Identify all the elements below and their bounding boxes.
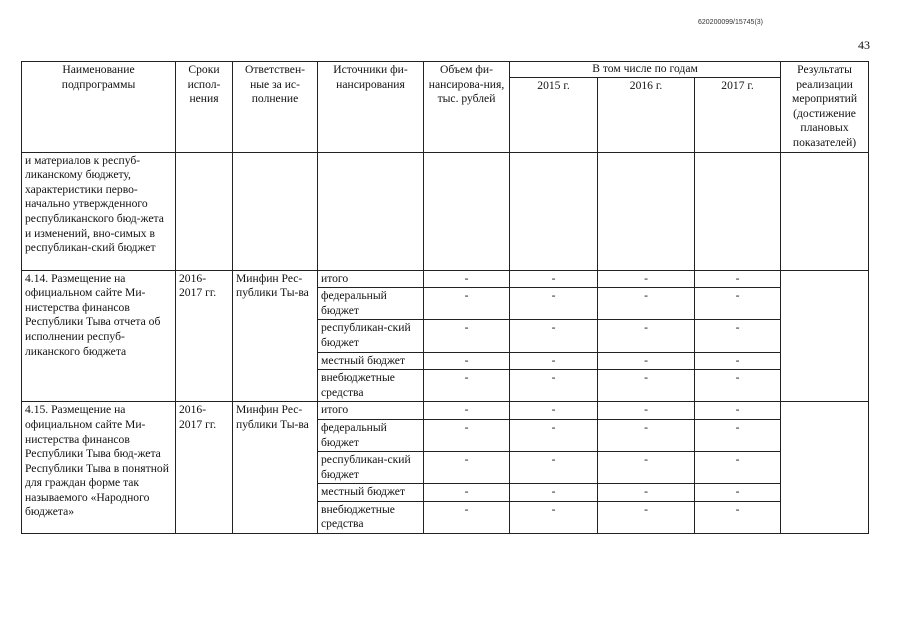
value-cell: - [695,370,781,402]
header-row [22,62,869,78]
value-cell: - [695,288,781,320]
value-cell: - [695,270,781,288]
item-term: 2016-2017 гг. [176,270,233,402]
header-year-2017: 2017 г. [695,77,781,152]
header-terms: Сроки испол-нения [176,62,233,153]
value-cell: - [510,419,598,451]
value-cell: - [510,452,598,484]
source-cell: федеральный бюджет [318,419,424,451]
item-name: 4.14. Размещение на официальном сайте Ми-нистерства финансов Республики Тыва отчета об исполнении респуб-ликанского бюджета [22,270,176,402]
value-cell: - [424,352,510,370]
value-cell: - [598,320,695,352]
source-cell: внебюджетные средства [318,370,424,402]
item-term: 2016-2017 гг. [176,402,233,534]
value-cell: - [510,270,598,288]
value-cell: - [598,352,695,370]
header-responsible: Ответствен-ные за ис-полнение [233,62,318,153]
value-cell: - [695,402,781,420]
value-cell: - [424,452,510,484]
header-by-years: В том числе по годам [510,62,781,78]
continuation-name: и материалов к респуб-ликанскому бюджету, характеристики перво-начально утвержденного республиканского бюд-жета и изменений, вно-симых в республикан-ский бюджет [22,152,176,270]
value-cell: - [598,370,695,402]
source-cell: местный бюджет [318,484,424,502]
source-cell: местный бюджет [318,352,424,370]
value-cell: - [598,288,695,320]
header-year-2016: 2016 г. [598,77,695,152]
source-cell: итого [318,402,424,420]
continuation-row [22,152,869,270]
table-row [22,270,869,288]
value-cell: - [695,320,781,352]
value-cell: - [510,288,598,320]
header-volume: Объем фи-нансирова-ния, тыс. рублей [424,62,510,153]
program-table [21,61,869,534]
value-cell: - [598,501,695,533]
value-cell: - [424,501,510,533]
value-cell: - [598,452,695,484]
value-cell: - [510,501,598,533]
source-cell: внебюджетные средства [318,501,424,533]
value-cell: - [510,402,598,420]
item-responsible: Минфин Рес-публики Ты-ва [233,270,318,402]
value-cell: - [424,370,510,402]
value-cell: - [598,402,695,420]
value-cell: - [510,484,598,502]
value-cell: - [695,452,781,484]
value-cell: - [424,402,510,420]
value-cell: - [510,370,598,402]
results-cell [781,402,869,534]
page-number: 43 [858,38,870,52]
value-cell: - [510,352,598,370]
value-cell: - [598,484,695,502]
header-results: Результаты реализации мероприятий (достижение плановых показателей) [781,62,869,153]
value-cell: - [510,320,598,352]
item-name: 4.15. Размещение на официальном сайте Ми-нистерства финансов Республики Тыва бюд-жета Республики Тыва в понятной для граждан форме так называемого «Народного бюджета» [22,402,176,534]
results-cell [781,270,869,402]
document-code: 620200099/15745(3) [698,19,764,26]
header-name: Наименование подпрограммы [22,62,176,153]
source-cell: итого [318,270,424,288]
value-cell: - [424,270,510,288]
header-sources: Источники фи-нансирования [318,62,424,153]
source-cell: республикан-ский бюджет [318,320,424,352]
value-cell: - [695,352,781,370]
value-cell: - [598,270,695,288]
value-cell: - [424,320,510,352]
value-cell: - [695,419,781,451]
value-cell: - [695,501,781,533]
source-cell: федеральный бюджет [318,288,424,320]
value-cell: - [424,484,510,502]
value-cell: - [424,419,510,451]
header-year-2015: 2015 г. [510,77,598,152]
item-responsible: Минфин Рес-публики Ты-ва [233,402,318,534]
value-cell: - [424,288,510,320]
value-cell: - [598,419,695,451]
value-cell: - [695,484,781,502]
table-row [22,402,869,420]
source-cell: республикан-ский бюджет [318,452,424,484]
